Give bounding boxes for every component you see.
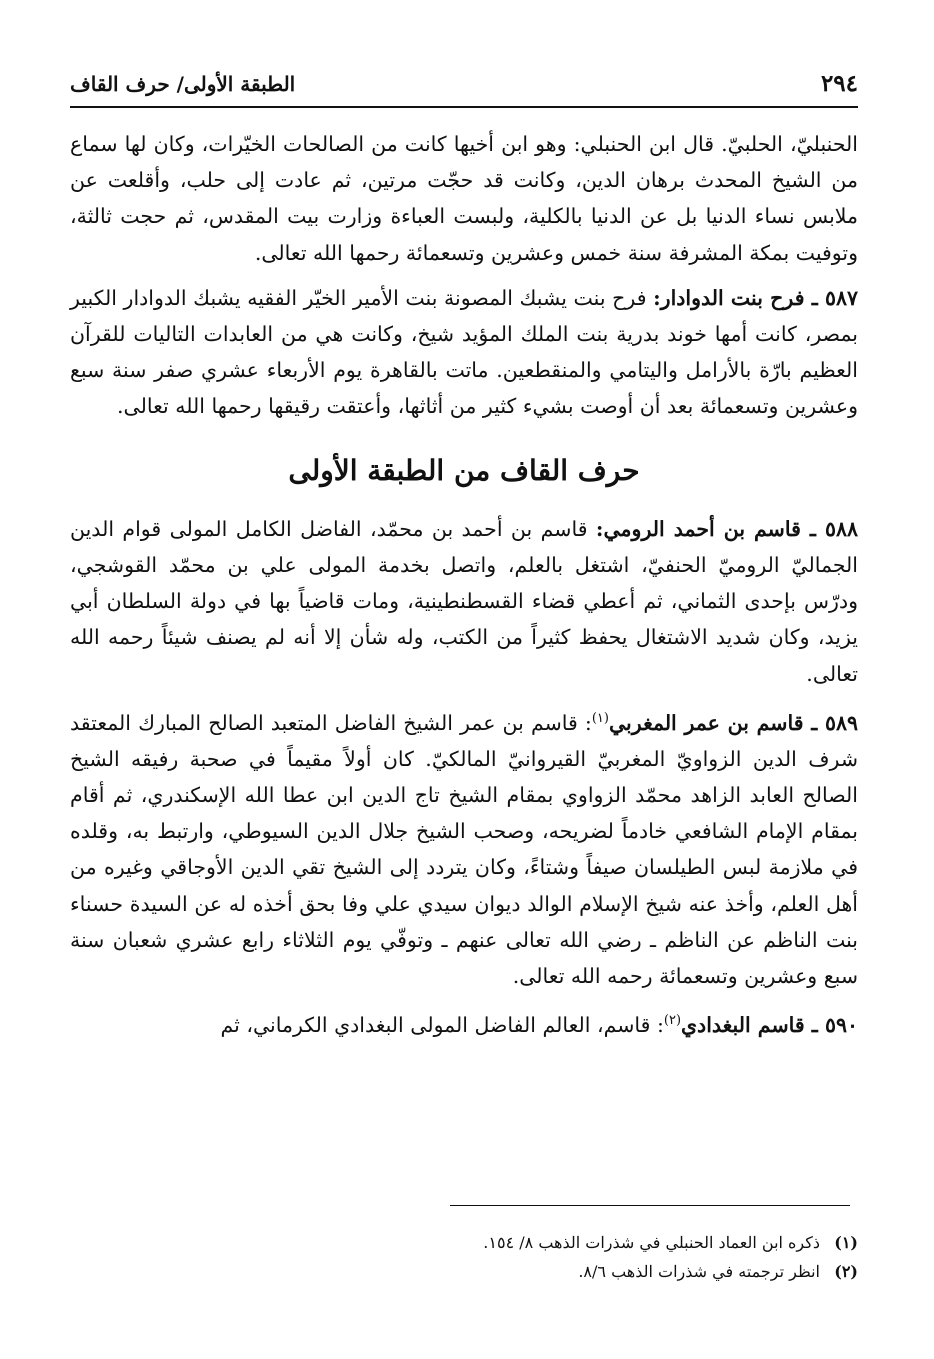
entry-587-text: فرح بنت يشبك المصونة بنت الأمير الخيّر الفقيه يشبك الدوادار الكبير بمصر، كانت أمها خوند بدرية بنت الملك المؤيد شيخ، وكانت هي من العابدات التاليات للقرآن العظيم بارّة بالأرامل واليتامي والمنقطعين. ماتت بالقاهرة يوم الأربعاء عشري صفر سنة سبع وعشرين وتسعمائة بعد أن أوصت بشيء كثير من أثاثها، وأعتقت رقيقها رحمها الله تعالى. — [70, 285, 858, 419]
section-title: حرف القاف من الطبقة الأولى — [288, 453, 640, 487]
footnote-1 — [70, 1228, 858, 1257]
entry-587 — [70, 280, 858, 425]
entry-590-heading: ٥٩٠ ـ قاسم البغدادي$^{(٢)}$ — [663, 1013, 858, 1038]
page-number: ٢٩٤ — [820, 70, 858, 97]
entry-587-heading: ٥٨٧ ـ فرح بنت الدوادار: — [653, 285, 858, 310]
footnote-mark: (١) — [834, 1233, 858, 1252]
entry-588 — [70, 511, 858, 692]
entry-589 — [70, 701, 858, 994]
entry-588-text: قاسم بن أحمد بن محمّد، الفاضل الكامل المولى قوام الدين الجماليّ الروميّ الحنفيّ، اشتغل بالعلم، واتصل بخدمة المولى علي بن محمّد القوشجي، ودرّس بإحدى الثماني، ثم أعطي قضاء القسطنطينية، ومات قاضياً بها في دولة السلطان أبي يزيد، وكان شديد الاشتغال يحفظ كثيراً من الكتب، وله شأن إلا أنه لم يصنف شيئاً رحمه الله تعالى. — [70, 516, 858, 686]
entry-590-text: : قاسم، العالم الفاضل المولى البغدادي الكرماني، ثم — [220, 1013, 664, 1038]
running-title: الطبقة الأولى/ حرف القاف — [70, 72, 296, 96]
running-header — [70, 70, 858, 106]
entry-589-heading: ٥٨٩ ـ قاسم بن عمر المغربي$^{(١)}$ — [591, 710, 858, 735]
footnote-rule — [450, 1205, 850, 1206]
footnote-text: ذكره ابن العماد الحنبلي في شذرات الذهب ٨/ ١٥٤. — [483, 1233, 820, 1252]
header-rule — [70, 106, 858, 108]
footnote-2 — [70, 1257, 858, 1286]
main-text — [70, 126, 858, 1043]
paragraph-continued: الحنبليّ، الحلبيّ. قال ابن الحنبلي: وهو ابن أخيها كانت من الصالحات الخيّرات، وكان لها سماع من الشيخ المحدث برهان الدين، وكانت قد حجّت مرتين، ثم عادت إلى حلب، وأقلعت عن ملابس نساء الدنيا بل عن الدنيا بالكلية، ولبست العباءة وزارت بيت المقدس، ثم حجت ثالثة، وتوفيت بمكة المشرفة سنة خمس وعشرين وتسعمائة رحمها الله تعالى. — [70, 132, 858, 265]
entry-590 — [70, 1003, 858, 1043]
footnote-ref-1[interactable]: (١) — [591, 710, 609, 726]
footnotes — [70, 1228, 858, 1286]
footnote-text: انظر ترجمته في شذرات الذهب ٨/٦. — [578, 1262, 820, 1281]
entry-589-text: : قاسم بن عمر الشيخ الفاضل المتعبد الصالح المبارك المعتقد شرف الدين الزواويّ المغربيّ القيروانيّ المالكيّ. كان أولاً مقيماً في صحبة رفيقه الشيخ الصالح العابد الزاهد محمّد الزواوي بمقام الشيخ تاج الدين ابن عطا الله الإسكندري، ثم أقام بمقام الإمام الشافعي خادماً لضريحه، وصحب الشيخ جلال الدين السيوطي، وارتبط به، وقلده في ملازمة لبس الطيلسان صيفاً وشتاءً، وكان يتردد إلى الشيخ تقي الدين الأوجاقي وغيره من أهل العلم، وأخذ عنه شيخ الإسلام الوالد ديوان سيدي علي وفا بحق أخذه له عن السيدة حسناء بنت الناظم عن الناظم ـ رضي الله تعالى عنهم ـ وتوفّي يوم الثلاثاء رابع عشري شعبان سنة سبع وعشرين وتسعمائة رحمه الله تعالى. — [70, 710, 858, 989]
entry-588-heading: ٥٨٨ ـ قاسم بن أحمد الرومي: — [595, 516, 858, 541]
footnote-ref-2[interactable]: (٢) — [663, 1013, 682, 1029]
footnote-mark: (٢) — [834, 1262, 858, 1281]
